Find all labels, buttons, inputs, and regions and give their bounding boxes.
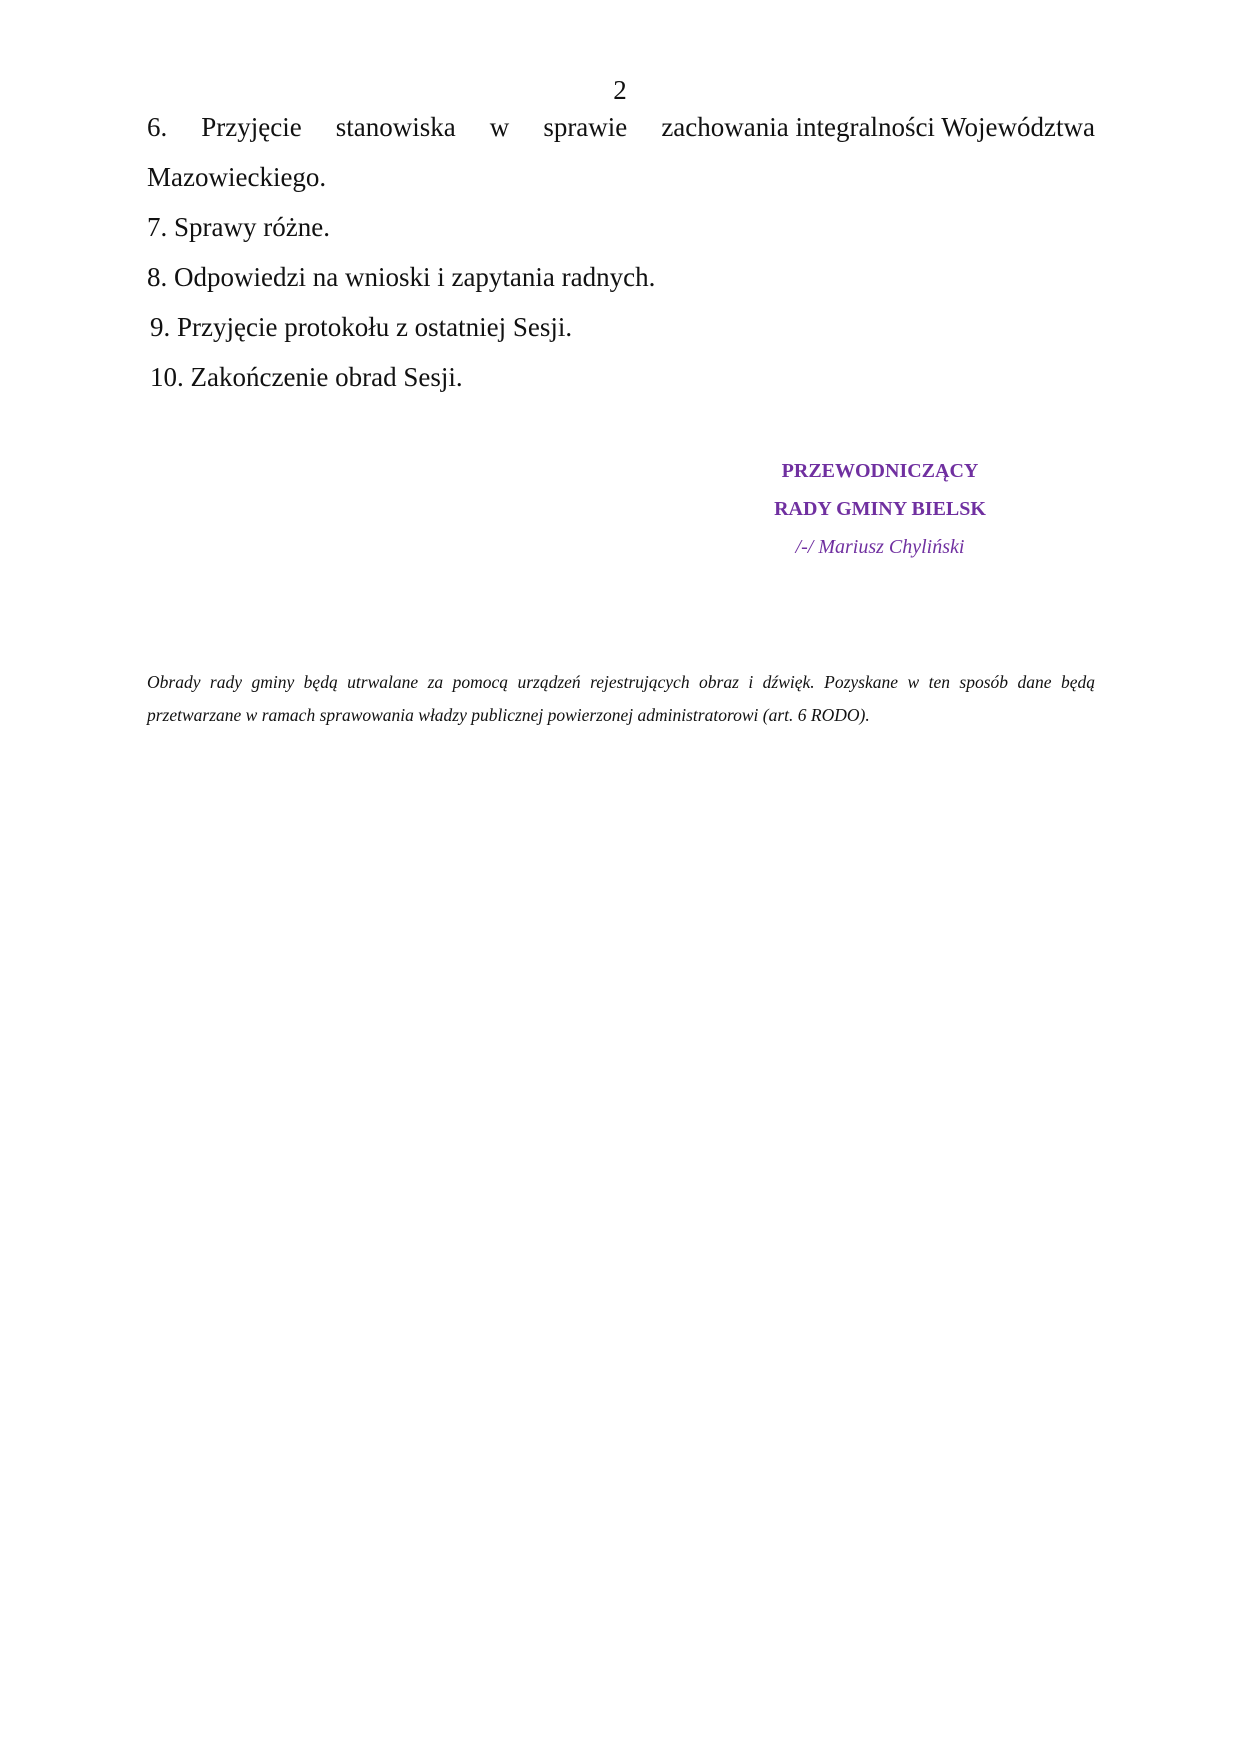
signature-council: RADY GMINY BIELSK	[774, 498, 986, 520]
signature-name: /-/ Mariusz Chyliński	[795, 536, 965, 558]
agenda-item-6-word: sprawie	[543, 112, 628, 142]
agenda-item-6-word: 6.	[147, 112, 168, 142]
page-number: 2	[613, 75, 627, 105]
agenda-item-7: 7. Sprawy różne.	[147, 212, 330, 242]
agenda-item-6-word: stanowiska	[335, 112, 456, 142]
agenda-item-8: 8. Odpowiedzi na wnioski i zapytania radnych.	[147, 262, 656, 292]
agenda-item-6-continuation: Mazowieckiego.	[147, 162, 327, 192]
signature-title: PRZEWODNICZĄCY	[781, 460, 979, 482]
agenda-item-6-word: Przyjęcie	[201, 112, 302, 142]
agenda-item-9: 9. Przyjęcie protokołu z ostatniej Sesji.	[150, 312, 573, 342]
agenda-item-6-word: w	[489, 112, 510, 142]
agenda-item-10: 10. Zakończenie obrad Sesji.	[150, 362, 463, 392]
agenda-list	[147, 102, 1095, 402]
recording-notice: Obrady rady gminy będą utrwalane za pomocą urządzeń rejestrujących obraz i dźwięk. Pozyskane w ten sposób dane będą przetwarzane w ramach sprawowania władzy publicznej powierzonej administratorowi (art. 6 RODO).	[147, 672, 1095, 725]
agenda-item-6	[147, 102, 1095, 152]
signature-block	[730, 452, 1030, 566]
agenda-item-6-word: zachowania integralności Województwa	[661, 112, 1095, 142]
